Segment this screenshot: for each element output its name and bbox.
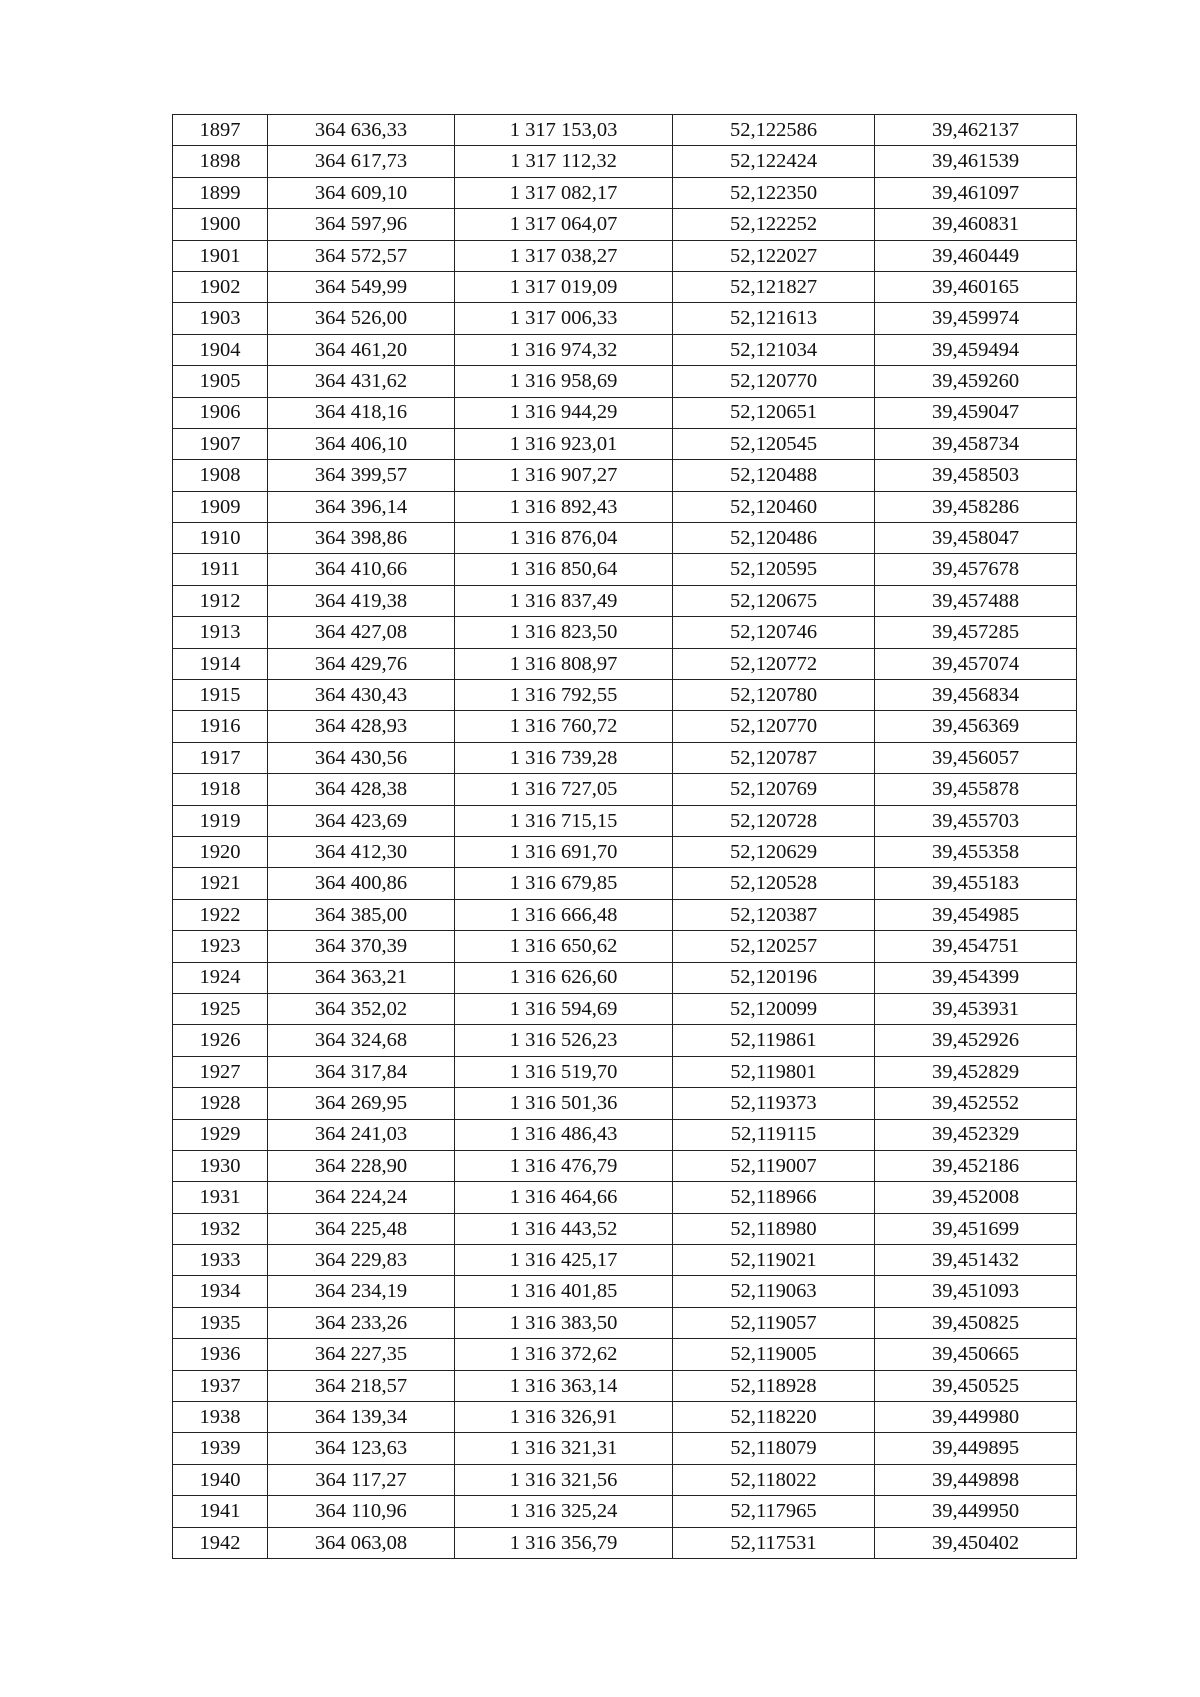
point-number-cell: 1925 <box>173 993 268 1024</box>
x-coordinate-cell: 364 398,86 <box>268 523 455 554</box>
latitude-cell: 52,120460 <box>673 491 875 522</box>
point-number-cell: 1898 <box>173 146 268 177</box>
point-number-cell: 1916 <box>173 711 268 742</box>
latitude-cell: 52,119801 <box>673 1056 875 1087</box>
y-coordinate-cell: 1 316 907,27 <box>455 460 673 491</box>
longitude-cell: 39,460165 <box>875 271 1077 302</box>
table-row <box>173 209 1077 240</box>
table-row <box>173 1433 1077 1464</box>
latitude-cell: 52,121827 <box>673 271 875 302</box>
y-coordinate-cell: 1 316 321,56 <box>455 1464 673 1495</box>
table-row <box>173 1088 1077 1119</box>
point-number-cell: 1909 <box>173 491 268 522</box>
latitude-cell: 52,118022 <box>673 1464 875 1495</box>
x-coordinate-cell: 364 229,83 <box>268 1245 455 1276</box>
table-row <box>173 774 1077 805</box>
point-number-cell: 1912 <box>173 585 268 616</box>
point-number-cell: 1940 <box>173 1464 268 1495</box>
longitude-cell: 39,451093 <box>875 1276 1077 1307</box>
table-row <box>173 146 1077 177</box>
latitude-cell: 52,120769 <box>673 774 875 805</box>
table-row <box>173 1056 1077 1087</box>
table-row <box>173 868 1077 899</box>
table-row <box>173 554 1077 585</box>
longitude-cell: 39,452329 <box>875 1119 1077 1150</box>
y-coordinate-cell: 1 316 650,62 <box>455 931 673 962</box>
y-coordinate-cell: 1 316 760,72 <box>455 711 673 742</box>
x-coordinate-cell: 364 123,63 <box>268 1433 455 1464</box>
latitude-cell: 52,119005 <box>673 1339 875 1370</box>
y-coordinate-cell: 1 316 808,97 <box>455 648 673 679</box>
latitude-cell: 52,120770 <box>673 711 875 742</box>
latitude-cell: 52,120099 <box>673 993 875 1024</box>
longitude-cell: 39,452186 <box>875 1150 1077 1181</box>
y-coordinate-cell: 1 316 739,28 <box>455 742 673 773</box>
point-number-cell: 1906 <box>173 397 268 428</box>
point-number-cell: 1902 <box>173 271 268 302</box>
y-coordinate-cell: 1 316 876,04 <box>455 523 673 554</box>
latitude-cell: 52,120488 <box>673 460 875 491</box>
y-coordinate-cell: 1 316 944,29 <box>455 397 673 428</box>
table-row <box>173 397 1077 428</box>
latitude-cell: 52,120545 <box>673 428 875 459</box>
latitude-cell: 52,118079 <box>673 1433 875 1464</box>
longitude-cell: 39,452926 <box>875 1025 1077 1056</box>
table-row <box>173 366 1077 397</box>
longitude-cell: 39,461097 <box>875 177 1077 208</box>
x-coordinate-cell: 364 317,84 <box>268 1056 455 1087</box>
table-row <box>173 523 1077 554</box>
coordinates-table-body <box>173 115 1077 1559</box>
longitude-cell: 39,456834 <box>875 680 1077 711</box>
y-coordinate-cell: 1 316 958,69 <box>455 366 673 397</box>
x-coordinate-cell: 364 617,73 <box>268 146 455 177</box>
x-coordinate-cell: 364 227,35 <box>268 1339 455 1370</box>
latitude-cell: 52,119007 <box>673 1150 875 1181</box>
x-coordinate-cell: 364 419,38 <box>268 585 455 616</box>
coordinates-table <box>172 114 1077 1559</box>
point-number-cell: 1900 <box>173 209 268 240</box>
longitude-cell: 39,458286 <box>875 491 1077 522</box>
y-coordinate-cell: 1 316 464,66 <box>455 1182 673 1213</box>
table-row <box>173 836 1077 867</box>
table-row <box>173 1182 1077 1213</box>
x-coordinate-cell: 364 324,68 <box>268 1025 455 1056</box>
y-coordinate-cell: 1 316 923,01 <box>455 428 673 459</box>
point-number-cell: 1921 <box>173 868 268 899</box>
y-coordinate-cell: 1 316 792,55 <box>455 680 673 711</box>
table-row <box>173 1150 1077 1181</box>
table-row <box>173 1307 1077 1338</box>
x-coordinate-cell: 364 352,02 <box>268 993 455 1024</box>
y-coordinate-cell: 1 317 153,03 <box>455 115 673 146</box>
point-number-cell: 1907 <box>173 428 268 459</box>
point-number-cell: 1918 <box>173 774 268 805</box>
table-row <box>173 805 1077 836</box>
longitude-cell: 39,449895 <box>875 1433 1077 1464</box>
point-number-cell: 1904 <box>173 334 268 365</box>
longitude-cell: 39,461539 <box>875 146 1077 177</box>
point-number-cell: 1927 <box>173 1056 268 1087</box>
latitude-cell: 52,120651 <box>673 397 875 428</box>
table-row <box>173 1496 1077 1527</box>
latitude-cell: 52,120196 <box>673 962 875 993</box>
point-number-cell: 1942 <box>173 1527 268 1558</box>
y-coordinate-cell: 1 316 325,24 <box>455 1496 673 1527</box>
point-number-cell: 1915 <box>173 680 268 711</box>
longitude-cell: 39,449898 <box>875 1464 1077 1495</box>
latitude-cell: 52,118966 <box>673 1182 875 1213</box>
x-coordinate-cell: 364 233,26 <box>268 1307 455 1338</box>
longitude-cell: 39,459974 <box>875 303 1077 334</box>
longitude-cell: 39,456057 <box>875 742 1077 773</box>
point-number-cell: 1914 <box>173 648 268 679</box>
y-coordinate-cell: 1 317 019,09 <box>455 271 673 302</box>
latitude-cell: 52,120629 <box>673 836 875 867</box>
longitude-cell: 39,458734 <box>875 428 1077 459</box>
latitude-cell: 52,120746 <box>673 617 875 648</box>
x-coordinate-cell: 364 234,19 <box>268 1276 455 1307</box>
table-row <box>173 1213 1077 1244</box>
latitude-cell: 52,119861 <box>673 1025 875 1056</box>
y-coordinate-cell: 1 316 519,70 <box>455 1056 673 1087</box>
x-coordinate-cell: 364 410,66 <box>268 554 455 585</box>
x-coordinate-cell: 364 110,96 <box>268 1496 455 1527</box>
x-coordinate-cell: 364 461,20 <box>268 334 455 365</box>
point-number-cell: 1930 <box>173 1150 268 1181</box>
y-coordinate-cell: 1 317 006,33 <box>455 303 673 334</box>
y-coordinate-cell: 1 316 594,69 <box>455 993 673 1024</box>
point-number-cell: 1911 <box>173 554 268 585</box>
longitude-cell: 39,457488 <box>875 585 1077 616</box>
table-row <box>173 1119 1077 1150</box>
y-coordinate-cell: 1 316 727,05 <box>455 774 673 805</box>
y-coordinate-cell: 1 316 974,32 <box>455 334 673 365</box>
x-coordinate-cell: 364 224,24 <box>268 1182 455 1213</box>
x-coordinate-cell: 364 418,16 <box>268 397 455 428</box>
table-row <box>173 648 1077 679</box>
x-coordinate-cell: 364 428,93 <box>268 711 455 742</box>
y-coordinate-cell: 1 316 372,62 <box>455 1339 673 1370</box>
x-coordinate-cell: 364 117,27 <box>268 1464 455 1495</box>
x-coordinate-cell: 364 396,14 <box>268 491 455 522</box>
y-coordinate-cell: 1 316 401,85 <box>455 1276 673 1307</box>
longitude-cell: 39,450825 <box>875 1307 1077 1338</box>
latitude-cell: 52,120770 <box>673 366 875 397</box>
y-coordinate-cell: 1 316 666,48 <box>455 899 673 930</box>
y-coordinate-cell: 1 316 679,85 <box>455 868 673 899</box>
latitude-cell: 52,120787 <box>673 742 875 773</box>
longitude-cell: 39,452552 <box>875 1088 1077 1119</box>
y-coordinate-cell: 1 316 363,14 <box>455 1370 673 1401</box>
x-coordinate-cell: 364 225,48 <box>268 1213 455 1244</box>
longitude-cell: 39,454751 <box>875 931 1077 962</box>
y-coordinate-cell: 1 316 476,79 <box>455 1150 673 1181</box>
point-number-cell: 1910 <box>173 523 268 554</box>
x-coordinate-cell: 364 385,00 <box>268 899 455 930</box>
latitude-cell: 52,121034 <box>673 334 875 365</box>
x-coordinate-cell: 364 363,21 <box>268 962 455 993</box>
y-coordinate-cell: 1 317 112,32 <box>455 146 673 177</box>
x-coordinate-cell: 364 430,56 <box>268 742 455 773</box>
y-coordinate-cell: 1 316 443,52 <box>455 1213 673 1244</box>
point-number-cell: 1931 <box>173 1182 268 1213</box>
point-number-cell: 1922 <box>173 899 268 930</box>
table-row <box>173 617 1077 648</box>
y-coordinate-cell: 1 316 501,36 <box>455 1088 673 1119</box>
latitude-cell: 52,122424 <box>673 146 875 177</box>
x-coordinate-cell: 364 228,90 <box>268 1150 455 1181</box>
x-coordinate-cell: 364 218,57 <box>268 1370 455 1401</box>
table-row <box>173 585 1077 616</box>
table-row <box>173 1402 1077 1433</box>
table-row <box>173 899 1077 930</box>
longitude-cell: 39,459047 <box>875 397 1077 428</box>
x-coordinate-cell: 364 269,95 <box>268 1088 455 1119</box>
y-coordinate-cell: 1 316 691,70 <box>455 836 673 867</box>
x-coordinate-cell: 364 399,57 <box>268 460 455 491</box>
point-number-cell: 1897 <box>173 115 268 146</box>
latitude-cell: 52,122252 <box>673 209 875 240</box>
point-number-cell: 1928 <box>173 1088 268 1119</box>
x-coordinate-cell: 364 636,33 <box>268 115 455 146</box>
longitude-cell: 39,460449 <box>875 240 1077 271</box>
point-number-cell: 1905 <box>173 366 268 397</box>
longitude-cell: 39,450525 <box>875 1370 1077 1401</box>
table-row <box>173 742 1077 773</box>
y-coordinate-cell: 1 316 837,49 <box>455 585 673 616</box>
table-row <box>173 993 1077 1024</box>
y-coordinate-cell: 1 317 082,17 <box>455 177 673 208</box>
point-number-cell: 1929 <box>173 1119 268 1150</box>
longitude-cell: 39,458047 <box>875 523 1077 554</box>
y-coordinate-cell: 1 316 321,31 <box>455 1433 673 1464</box>
y-coordinate-cell: 1 316 892,43 <box>455 491 673 522</box>
longitude-cell: 39,457074 <box>875 648 1077 679</box>
longitude-cell: 39,450665 <box>875 1339 1077 1370</box>
longitude-cell: 39,452008 <box>875 1182 1077 1213</box>
table-row <box>173 271 1077 302</box>
longitude-cell: 39,449980 <box>875 1402 1077 1433</box>
longitude-cell: 39,460831 <box>875 209 1077 240</box>
latitude-cell: 52,120486 <box>673 523 875 554</box>
x-coordinate-cell: 364 549,99 <box>268 271 455 302</box>
x-coordinate-cell: 364 597,96 <box>268 209 455 240</box>
point-number-cell: 1934 <box>173 1276 268 1307</box>
table-row <box>173 680 1077 711</box>
longitude-cell: 39,457678 <box>875 554 1077 585</box>
longitude-cell: 39,449950 <box>875 1496 1077 1527</box>
point-number-cell: 1908 <box>173 460 268 491</box>
table-row <box>173 460 1077 491</box>
table-row <box>173 1370 1077 1401</box>
x-coordinate-cell: 364 427,08 <box>268 617 455 648</box>
point-number-cell: 1919 <box>173 805 268 836</box>
longitude-cell: 39,459260 <box>875 366 1077 397</box>
table-row <box>173 428 1077 459</box>
x-coordinate-cell: 364 431,62 <box>268 366 455 397</box>
y-coordinate-cell: 1 316 486,43 <box>455 1119 673 1150</box>
x-coordinate-cell: 364 063,08 <box>268 1527 455 1558</box>
latitude-cell: 52,121613 <box>673 303 875 334</box>
longitude-cell: 39,455878 <box>875 774 1077 805</box>
latitude-cell: 52,122586 <box>673 115 875 146</box>
point-number-cell: 1923 <box>173 931 268 962</box>
table-row <box>173 1339 1077 1370</box>
x-coordinate-cell: 364 406,10 <box>268 428 455 459</box>
longitude-cell: 39,462137 <box>875 115 1077 146</box>
table-row <box>173 240 1077 271</box>
point-number-cell: 1933 <box>173 1245 268 1276</box>
table-row <box>173 115 1077 146</box>
latitude-cell: 52,117531 <box>673 1527 875 1558</box>
latitude-cell: 52,122027 <box>673 240 875 271</box>
table-row <box>173 491 1077 522</box>
y-coordinate-cell: 1 316 526,23 <box>455 1025 673 1056</box>
latitude-cell: 52,120728 <box>673 805 875 836</box>
x-coordinate-cell: 364 370,39 <box>268 931 455 962</box>
latitude-cell: 52,119057 <box>673 1307 875 1338</box>
y-coordinate-cell: 1 316 326,91 <box>455 1402 673 1433</box>
y-coordinate-cell: 1 316 823,50 <box>455 617 673 648</box>
latitude-cell: 52,120675 <box>673 585 875 616</box>
x-coordinate-cell: 364 609,10 <box>268 177 455 208</box>
longitude-cell: 39,455358 <box>875 836 1077 867</box>
table-row <box>173 1025 1077 1056</box>
x-coordinate-cell: 364 428,38 <box>268 774 455 805</box>
point-number-cell: 1913 <box>173 617 268 648</box>
longitude-cell: 39,453931 <box>875 993 1077 1024</box>
y-coordinate-cell: 1 316 626,60 <box>455 962 673 993</box>
point-number-cell: 1937 <box>173 1370 268 1401</box>
point-number-cell: 1935 <box>173 1307 268 1338</box>
point-number-cell: 1941 <box>173 1496 268 1527</box>
latitude-cell: 52,120595 <box>673 554 875 585</box>
table-row <box>173 1245 1077 1276</box>
latitude-cell: 52,119063 <box>673 1276 875 1307</box>
x-coordinate-cell: 364 241,03 <box>268 1119 455 1150</box>
table-row <box>173 1527 1077 1558</box>
longitude-cell: 39,451699 <box>875 1213 1077 1244</box>
latitude-cell: 52,120780 <box>673 680 875 711</box>
point-number-cell: 1932 <box>173 1213 268 1244</box>
table-row <box>173 931 1077 962</box>
x-coordinate-cell: 364 423,69 <box>268 805 455 836</box>
longitude-cell: 39,454985 <box>875 899 1077 930</box>
longitude-cell: 39,452829 <box>875 1056 1077 1087</box>
point-number-cell: 1899 <box>173 177 268 208</box>
table-row <box>173 177 1077 208</box>
point-number-cell: 1917 <box>173 742 268 773</box>
point-number-cell: 1926 <box>173 1025 268 1056</box>
longitude-cell: 39,455703 <box>875 805 1077 836</box>
x-coordinate-cell: 364 572,57 <box>268 240 455 271</box>
x-coordinate-cell: 364 139,34 <box>268 1402 455 1433</box>
point-number-cell: 1938 <box>173 1402 268 1433</box>
longitude-cell: 39,451432 <box>875 1245 1077 1276</box>
y-coordinate-cell: 1 317 038,27 <box>455 240 673 271</box>
point-number-cell: 1939 <box>173 1433 268 1464</box>
x-coordinate-cell: 364 400,86 <box>268 868 455 899</box>
latitude-cell: 52,120772 <box>673 648 875 679</box>
latitude-cell: 52,120387 <box>673 899 875 930</box>
y-coordinate-cell: 1 316 356,79 <box>455 1527 673 1558</box>
longitude-cell: 39,456369 <box>875 711 1077 742</box>
latitude-cell: 52,119021 <box>673 1245 875 1276</box>
y-coordinate-cell: 1 316 425,17 <box>455 1245 673 1276</box>
table-row <box>173 334 1077 365</box>
x-coordinate-cell: 364 430,43 <box>268 680 455 711</box>
y-coordinate-cell: 1 316 715,15 <box>455 805 673 836</box>
latitude-cell: 52,119115 <box>673 1119 875 1150</box>
longitude-cell: 39,458503 <box>875 460 1077 491</box>
y-coordinate-cell: 1 316 383,50 <box>455 1307 673 1338</box>
longitude-cell: 39,459494 <box>875 334 1077 365</box>
latitude-cell: 52,122350 <box>673 177 875 208</box>
x-coordinate-cell: 364 429,76 <box>268 648 455 679</box>
table-row <box>173 1276 1077 1307</box>
table-row <box>173 962 1077 993</box>
table-row <box>173 1464 1077 1495</box>
point-number-cell: 1936 <box>173 1339 268 1370</box>
y-coordinate-cell: 1 317 064,07 <box>455 209 673 240</box>
y-coordinate-cell: 1 316 850,64 <box>455 554 673 585</box>
latitude-cell: 52,118980 <box>673 1213 875 1244</box>
point-number-cell: 1901 <box>173 240 268 271</box>
point-number-cell: 1903 <box>173 303 268 334</box>
x-coordinate-cell: 364 412,30 <box>268 836 455 867</box>
latitude-cell: 52,118928 <box>673 1370 875 1401</box>
latitude-cell: 52,120528 <box>673 868 875 899</box>
point-number-cell: 1920 <box>173 836 268 867</box>
latitude-cell: 52,117965 <box>673 1496 875 1527</box>
latitude-cell: 52,120257 <box>673 931 875 962</box>
longitude-cell: 39,455183 <box>875 868 1077 899</box>
latitude-cell: 52,119373 <box>673 1088 875 1119</box>
point-number-cell: 1924 <box>173 962 268 993</box>
x-coordinate-cell: 364 526,00 <box>268 303 455 334</box>
latitude-cell: 52,118220 <box>673 1402 875 1433</box>
table-row <box>173 303 1077 334</box>
longitude-cell: 39,450402 <box>875 1527 1077 1558</box>
table-row <box>173 711 1077 742</box>
longitude-cell: 39,454399 <box>875 962 1077 993</box>
longitude-cell: 39,457285 <box>875 617 1077 648</box>
